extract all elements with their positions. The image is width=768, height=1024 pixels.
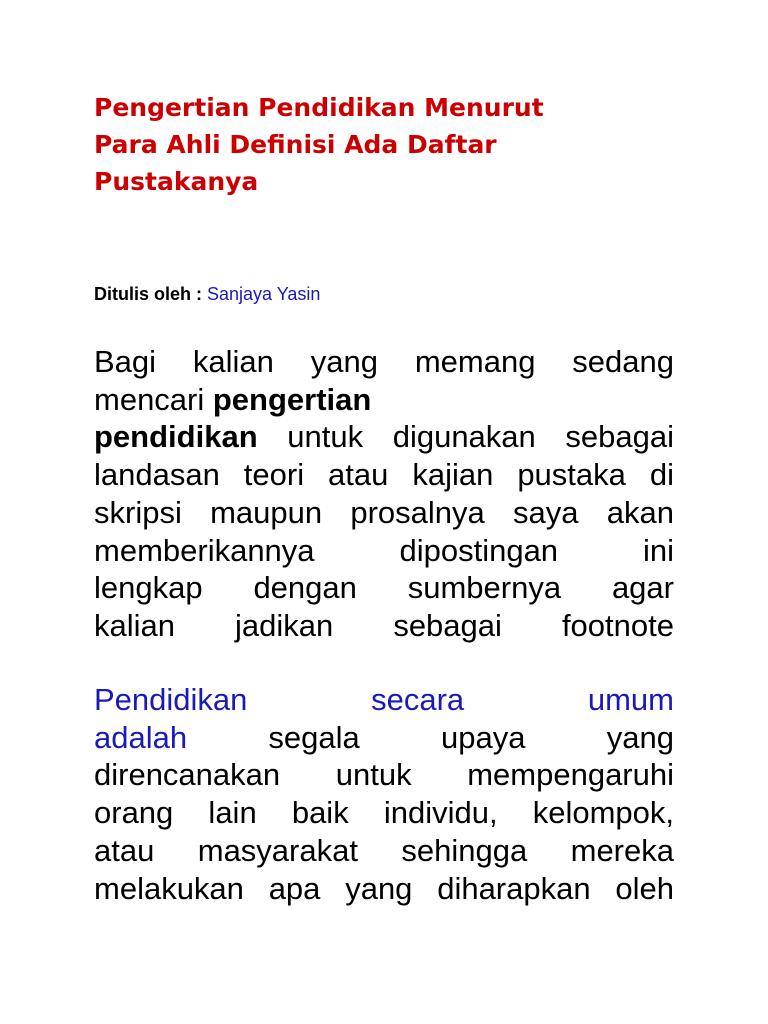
- paragraph-line: atau masyarakat sehingga mereka: [94, 832, 674, 868]
- title-line-1: Pengertian Pendidikan Menurut: [94, 93, 544, 122]
- keyword-pengertian: pengertian: [212, 381, 372, 417]
- definition-link[interactable]: Pendidikan secara umum: [94, 682, 674, 717]
- paragraph-text: untuk digunakan sebagai: [257, 419, 674, 455]
- paragraph-line: direncanakan untuk mempengaruhi: [94, 757, 674, 793]
- paragraph-line: [94, 381, 674, 419]
- definition-paragraph: [94, 681, 674, 907]
- byline: [94, 281, 674, 307]
- paragraph-line: skripsi maupun prosalnya saya akan: [94, 494, 674, 530]
- paragraph-line: [94, 719, 674, 757]
- keyword-pendidikan: pendidikan: [94, 419, 258, 455]
- paragraph-line: orang lain baik individu, kelompok,: [94, 795, 674, 831]
- paragraph-line: memberikannya dipostingan ini: [94, 532, 674, 568]
- paragraph-text: segala upaya yang: [187, 719, 674, 755]
- definition-link-adalah[interactable]: adalah: [94, 719, 188, 755]
- paragraph-line: Bagi kalian yang memang sedang: [94, 344, 674, 379]
- article-title: [94, 89, 674, 200]
- paragraph-line: lengkap dengan sumbernya agar: [94, 570, 674, 606]
- paragraph-line: [94, 418, 674, 456]
- title-line-3: Pustakanya: [94, 167, 259, 196]
- byline-label: Ditulis oleh :: [94, 284, 208, 304]
- title-line-2: Para Ahli Definisi Ada Daftar: [94, 130, 497, 159]
- paragraph-line: melakukan apa yang diharapkan oleh: [94, 870, 674, 906]
- author-link[interactable]: Sanjaya Yasin: [207, 284, 321, 304]
- paragraph-line: landasan teori atau kajian pustaka di: [94, 457, 674, 493]
- intro-paragraph: [94, 343, 674, 645]
- paragraph-text: mencari: [94, 381, 213, 417]
- paragraph-line: kalian jadikan sebagai footnote: [94, 607, 674, 643]
